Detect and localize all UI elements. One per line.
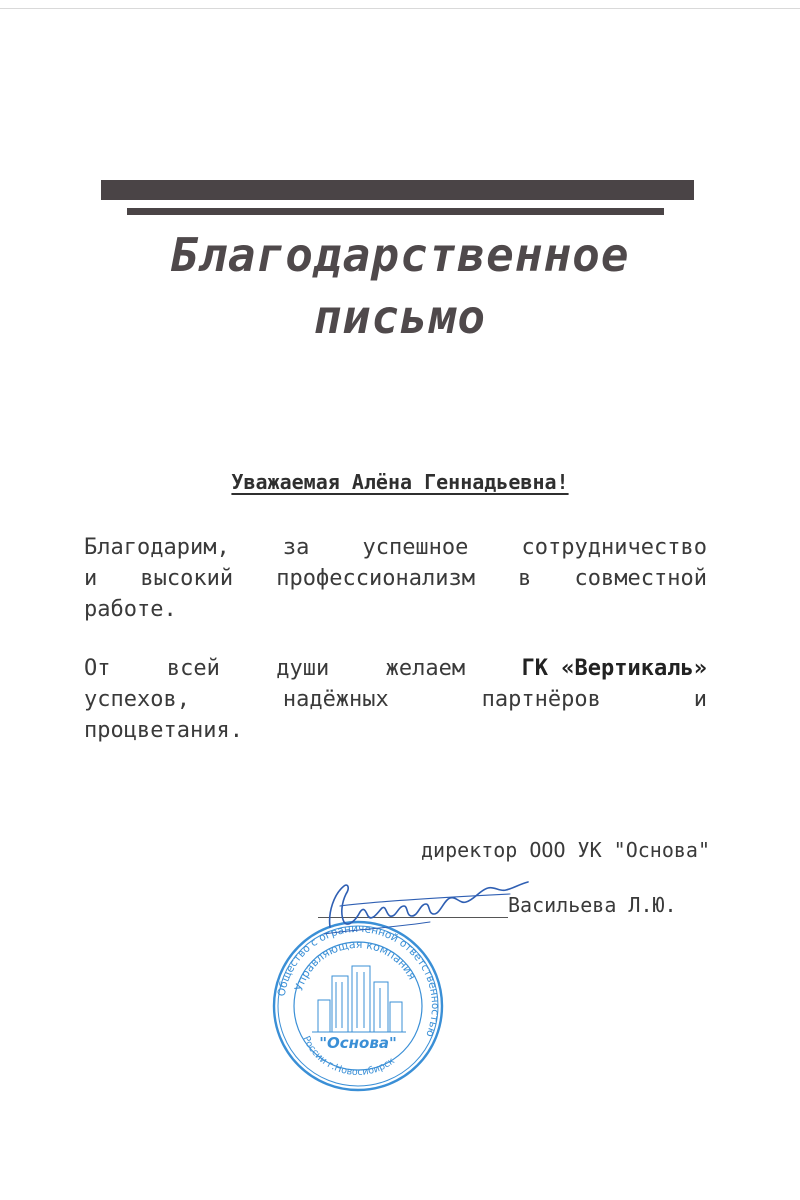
stamp-center-text: "Основа" (319, 1034, 397, 1052)
company-name: ГК «Вертикаль» (521, 656, 707, 681)
word: партнёров (481, 687, 601, 712)
paragraph-line (84, 715, 707, 746)
paragraph-line (84, 532, 707, 563)
word: процветания. (84, 718, 243, 743)
signer-name: Васильева Л.Ю. (508, 893, 677, 917)
word: и (693, 687, 707, 712)
greeting (0, 470, 800, 494)
greeting-text: Уважаемая Алёна Геннадьевна! (231, 470, 569, 494)
title-line-1: Благодарственное (170, 228, 630, 282)
title-line-2: письмо (313, 290, 487, 344)
paragraph-thanks (84, 532, 707, 625)
stamp-bottom-text: России г.Новосибирск (300, 1034, 397, 1079)
header-bar-thin (127, 208, 664, 215)
word: за (282, 535, 310, 560)
handwritten-signature (310, 872, 540, 942)
paragraph-line (84, 563, 707, 594)
paragraph-wishes (84, 653, 707, 746)
word: в (518, 566, 532, 591)
director-position: директор ООО УК "Основа" (421, 838, 710, 862)
word: желаем (385, 656, 466, 681)
buildings-icon (312, 966, 406, 1032)
word: Благодарим, (84, 535, 230, 560)
word: надёжных (282, 687, 389, 712)
word: высокий (140, 566, 234, 591)
word: От (84, 656, 111, 681)
word: всей (166, 656, 220, 681)
header-bar-thick (101, 180, 694, 200)
word: и (84, 566, 98, 591)
word: совместной (574, 566, 707, 591)
stamp-outer-text: Общество с ограниченной ответственностью (275, 922, 442, 1039)
word: успешное (362, 535, 469, 560)
paragraph-line (84, 653, 707, 684)
word: успехов, (84, 687, 190, 712)
word: сотрудничество (521, 535, 707, 560)
scan-edge-line (0, 8, 800, 9)
paragraph-line (84, 594, 707, 625)
stamp-inner-text: Управляющая компания (292, 937, 419, 993)
word: души (276, 656, 330, 681)
paragraph-line (84, 684, 707, 715)
word: работе. (84, 597, 177, 622)
company-stamp (272, 920, 444, 1092)
word: профессионализм (276, 566, 475, 591)
